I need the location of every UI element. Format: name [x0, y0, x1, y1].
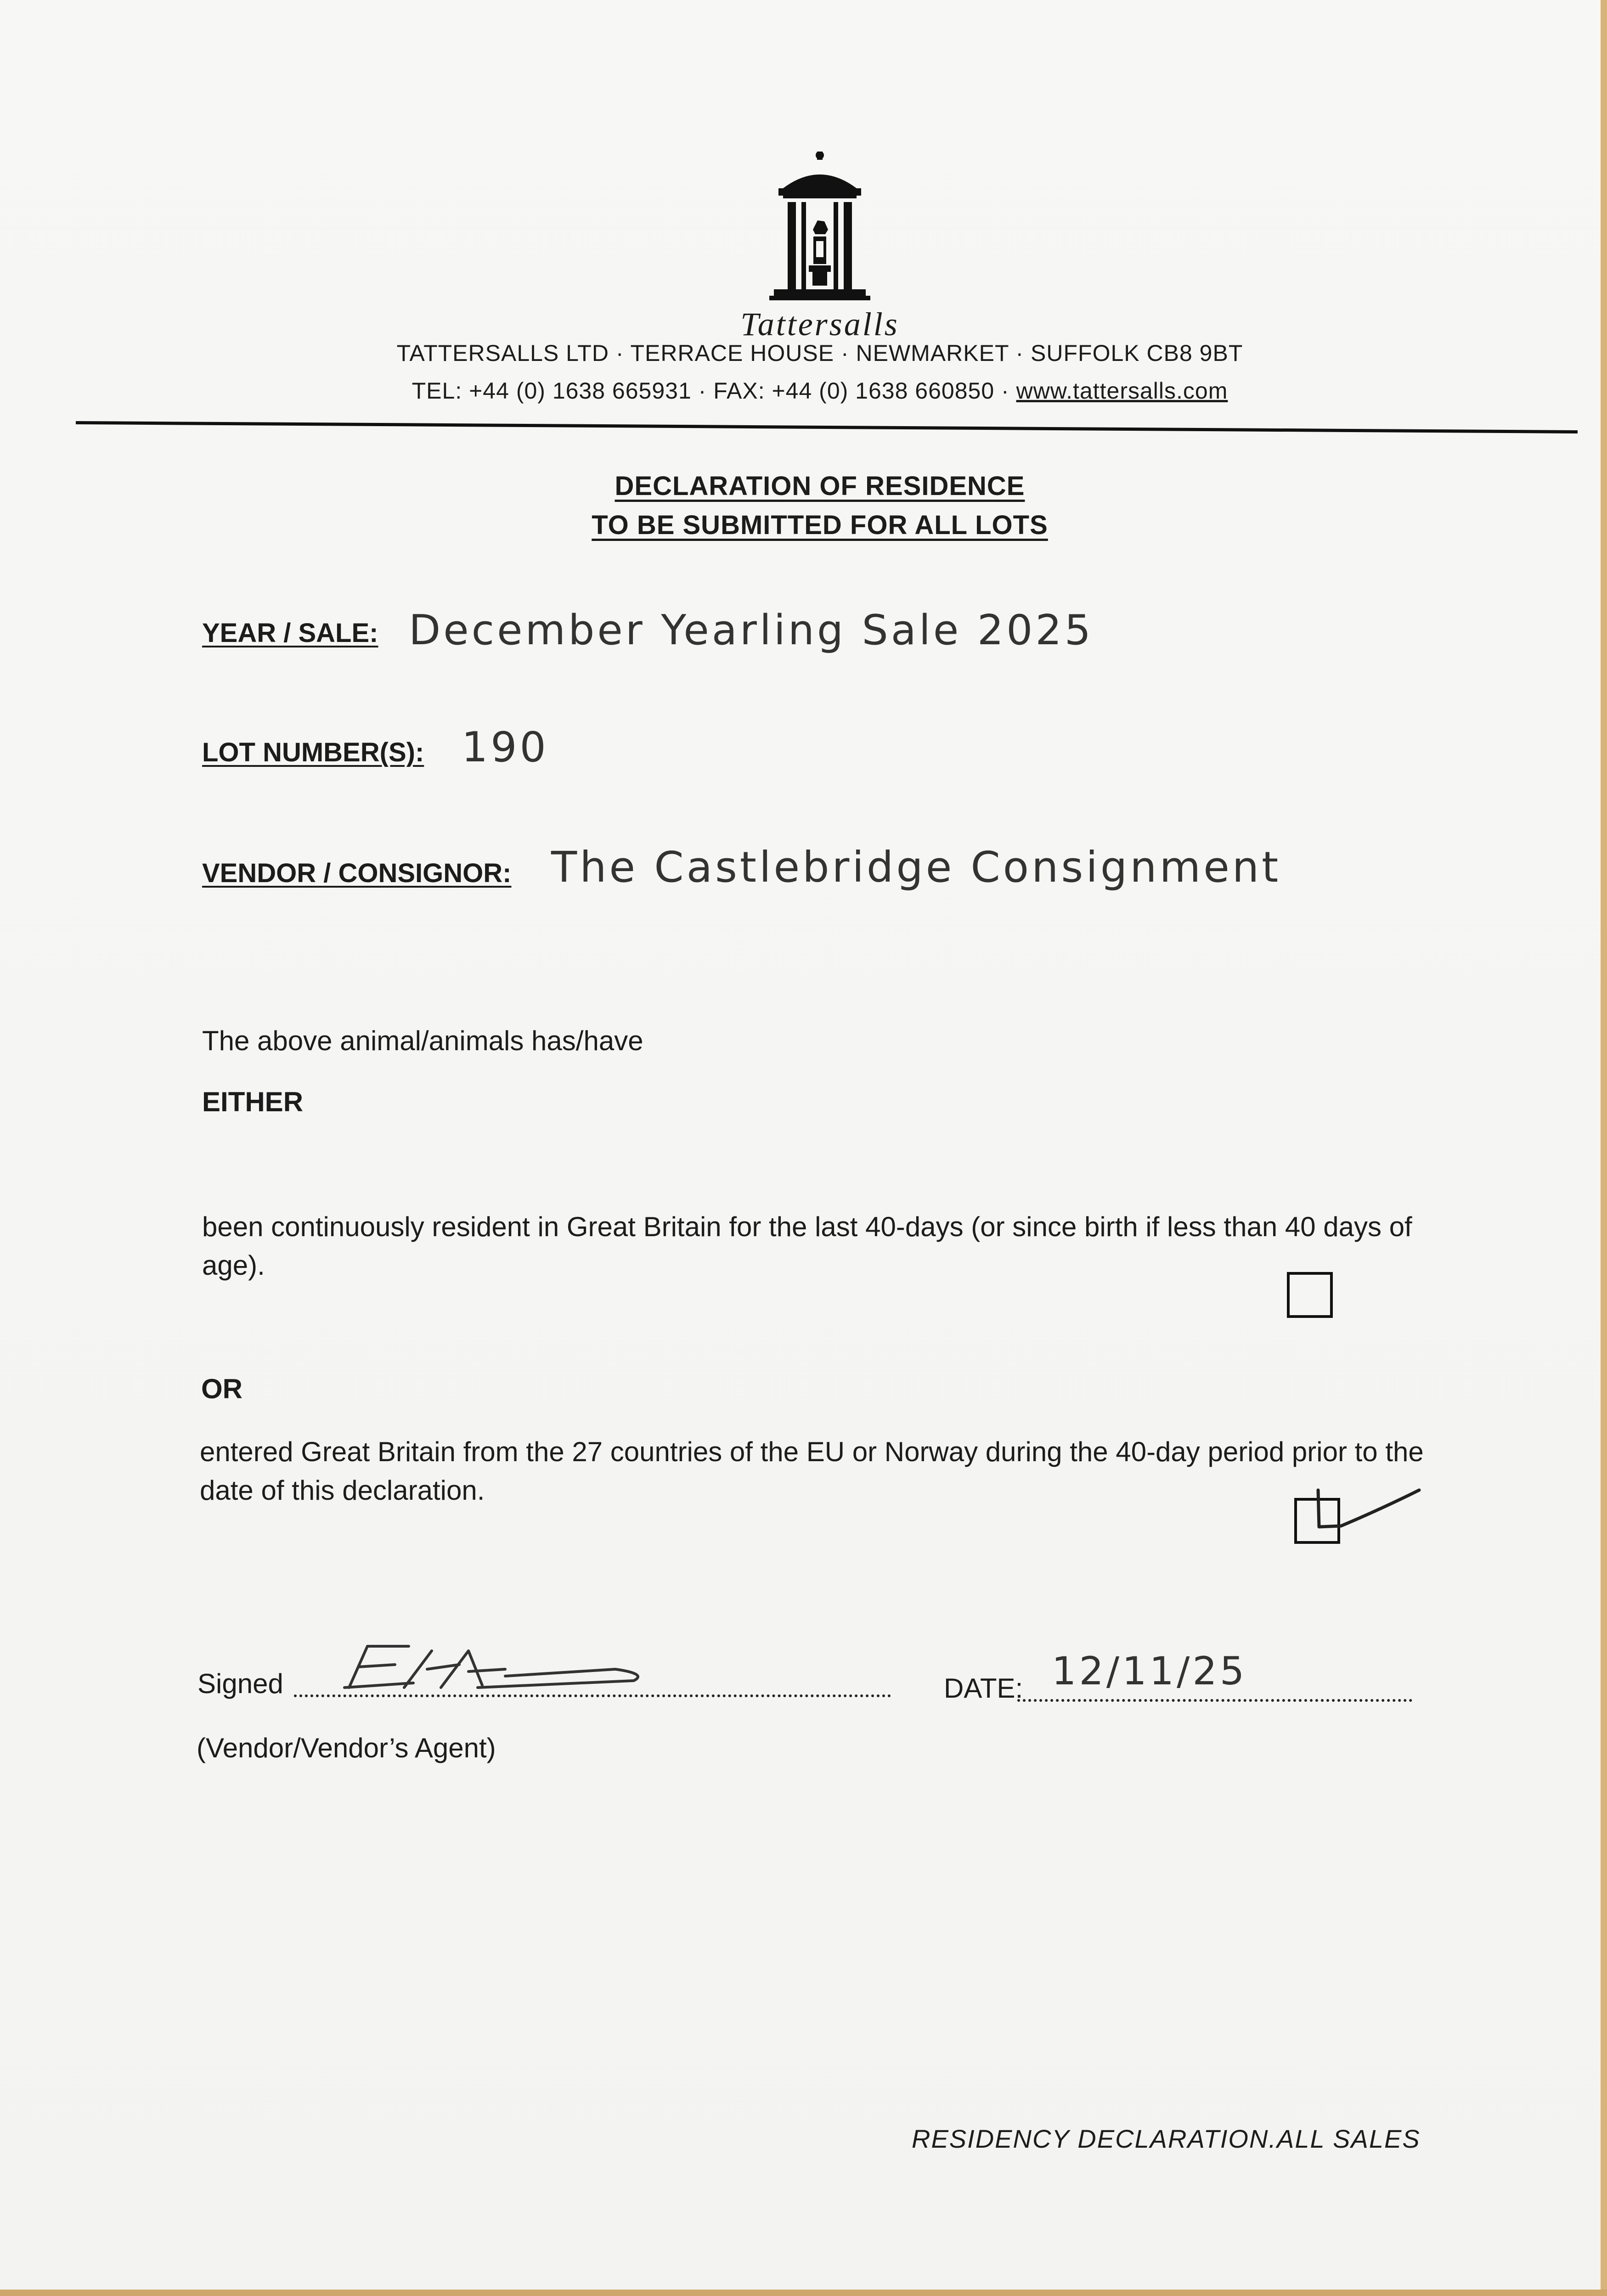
company-contact	[321, 377, 1318, 404]
company-address: TATTERSALLS LTD · TERRACE HOUSE · NEWMARKET · SUFFOLK CB8 9BT	[396, 340, 1243, 366]
form-footer-id: RESIDENCY DECLARATION.ALL SALES	[912, 2124, 1421, 2153]
option1-checkbox[interactable]	[1287, 1272, 1333, 1318]
date-label: DATE:	[944, 1673, 1023, 1704]
website-link[interactable]: www.tattersalls.com	[1016, 378, 1228, 404]
option2-text: entered Great Britain from the 27 countries of the EU or Norway during the 40-day period prior to the date of this declaration.	[200, 1436, 1424, 1506]
date-line	[1017, 1699, 1412, 1702]
tattersalls-logo	[765, 152, 875, 303]
either-label: EITHER	[202, 1086, 304, 1117]
handwritten-signature[interactable]	[331, 1637, 643, 1701]
option1-text: been continuously resident in Great Britain for the last 40-days (or since birth if less than 40 days of age).	[202, 1211, 1412, 1281]
lot-number-value[interactable]: 190	[462, 723, 549, 771]
paper-edge-bottom	[0, 2290, 1607, 2296]
contact-line: TEL: +44 (0) 1638 665931 · FAX: +44 (0) 1638 660850 ·	[412, 378, 1016, 404]
lot-number-label: LOT NUMBER(S):	[202, 737, 424, 767]
signatory-role: (Vendor/Vendor’s Agent)	[197, 1733, 496, 1763]
form-title: DECLARATION OF RESIDENCE	[615, 471, 1025, 501]
statement-intro: The above animal/animals has/have	[202, 1025, 643, 1056]
brand-name: Tattersalls	[740, 306, 899, 343]
form-subtitle: TO BE SUBMITTED FOR ALL LOTS	[592, 510, 1048, 540]
vendor-value[interactable]: The Castlebridge Consignment	[551, 843, 1281, 892]
vendor-label: VENDOR / CONSIGNOR:	[202, 858, 512, 888]
year-sale-value[interactable]: December Yearling Sale 2025	[409, 606, 1094, 654]
option2-check-mark	[1291, 1481, 1424, 1550]
paper-edge-right	[1601, 0, 1607, 2296]
year-sale-label: YEAR / SALE:	[202, 618, 378, 648]
date-value[interactable]: 12/11/25	[1052, 1649, 1247, 1694]
signed-label: Signed	[197, 1668, 283, 1699]
or-label: OR	[201, 1373, 242, 1404]
